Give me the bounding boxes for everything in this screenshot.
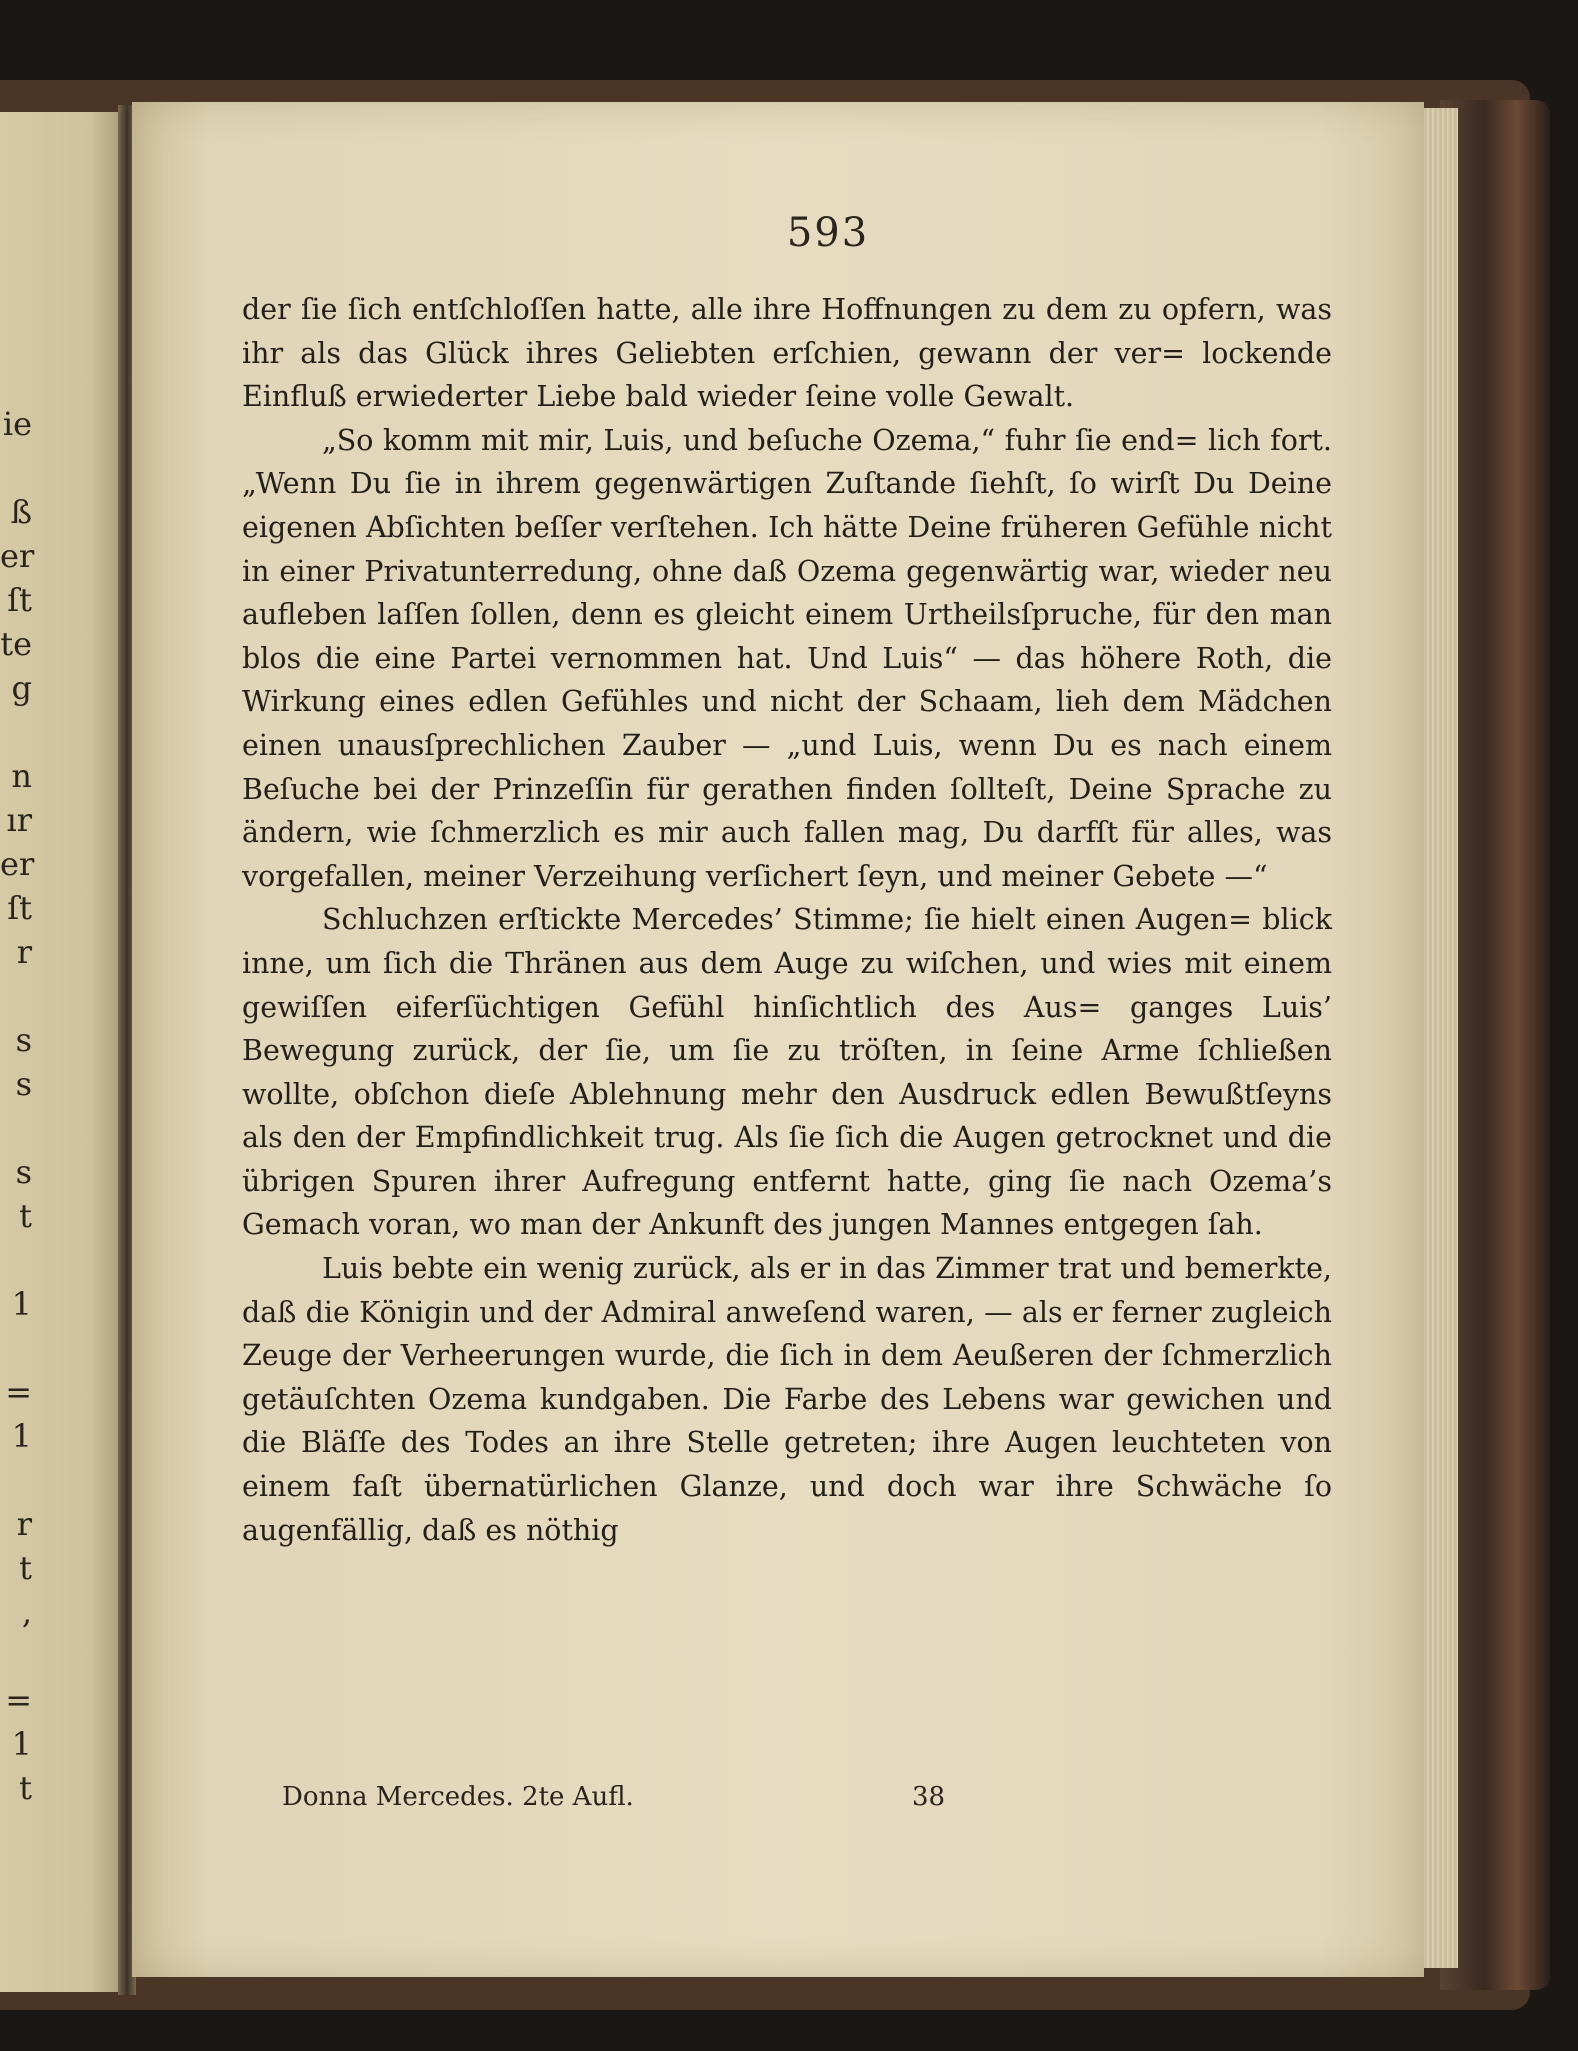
- paragraph: „So komm mit mir, Luis, und beſuche Ozema,“ fuhr ſie end= lich fort. „Wenn Du ſie in ihrem gegenwärtigen Zuſtande ſiehſt, ſo wirſt Du Deine eigenen Abſichten beſſer verſtehen. Ich hätte Deine früheren Gefühle nicht in einer Privatunterredung, ohne daß Ozema gegenwärtig war, wieder neu aufleben laſſen ſollen, denn es gleicht einem Urtheilsſpruche, für den man blos die eine Partei vernommen hat. Und Luis“ — das höhere Roth, die Wirkung eines edlen Gefühles und nicht der Schaam, lieh dem Mädchen einen unausſprechlichen Zauber — „und Luis, wenn Du es nach einem Beſuche bei der Prinzeſſin für gerathen finden ſollteſt, Deine Sprache zu ändern, wie ſchmerzlich es mir auch fallen mag, Du darfſt für alles, was vorgefallen, meiner Verzeihung verſichert ſeyn, und meiner Gebete —“: [242, 423, 1332, 893]
- left-fragment: t: [19, 1197, 32, 1235]
- left-fragment: n: [11, 757, 32, 795]
- footer-signature-number: 38: [912, 1782, 946, 1812]
- paragraph: der ſie ſich entſchloſſen hatte, alle ihre Hoffnungen zu dem zu opfern, was ihr als das Glück ihres Geliebten erſchien, gewann der ver= lockende Einfluß erwiederter Liebe bald wieder ſeine volle Gewalt.: [242, 293, 1332, 414]
- paragraph: Schluchzen erſtickte Mercedes’ Stimme; ſie hielt einen Augen= blick inne, um ſich die Thränen aus dem Auge zu wiſchen, und wies mit einem gewiſſen eiferſüchtigen Gefühl hinſichtlich des Aus= ganges Luis’ Bewegung zurück, der ſie, um ſie zu tröſten, in ſeine Arme ſchließen wollte, obſchon dieſe Ablehnung mehr den Ausdruck edlen Bewußtſeyns als den der Empfindlichkeit trug. Als ſie ſich die Augen getrocknet und die übrigen Spuren ihrer Aufregung entfernt hatte, ging ſie nach Ozema’s Gemach voran, wo man der Ankunft des jungen Mannes entgegen ſah.: [242, 903, 1332, 1242]
- left-fragment: 1: [11, 1285, 32, 1323]
- left-fragment: [0, 974, 40, 1018]
- page-number: 593: [786, 210, 870, 256]
- page-edges: [1418, 108, 1458, 1968]
- left-fragment: 1: [11, 1725, 32, 1763]
- left-fragment: s: [15, 1065, 32, 1103]
- left-page: [0, 112, 128, 1992]
- left-fragment: ie: [2, 405, 32, 443]
- left-fragment: ſt: [7, 889, 32, 927]
- left-fragment: 1: [11, 1417, 32, 1455]
- left-fragment: s: [15, 1021, 32, 1059]
- left-fragment: ır: [6, 801, 32, 839]
- left-fragment: [0, 1458, 40, 1502]
- left-fragment: [0, 1326, 40, 1370]
- footer-signature-title: Donna Mercedes. 2te Aufl.: [282, 1782, 634, 1812]
- page-body-text: [242, 288, 1332, 1552]
- left-fragment: t: [19, 1549, 32, 1587]
- left-fragment: [0, 1106, 40, 1150]
- left-fragment: [0, 710, 40, 754]
- left-fragment: r: [16, 933, 32, 971]
- left-fragment: er: [0, 537, 35, 575]
- left-fragment: ß: [10, 493, 32, 531]
- left-page-text-fragments: [0, 402, 40, 1810]
- left-fragment: r: [16, 1505, 32, 1543]
- right-page: [132, 102, 1424, 1977]
- left-fragment: er: [0, 845, 35, 883]
- left-fragment: g: [11, 669, 32, 707]
- left-fragment: =: [5, 1373, 32, 1411]
- left-fragment: s: [15, 1153, 32, 1191]
- left-fragment: ,: [21, 1593, 32, 1631]
- left-fragment: t: [19, 1769, 32, 1807]
- left-fragment: [0, 1634, 40, 1678]
- left-fragment: te: [0, 625, 32, 663]
- paragraph: Luis bebte ein wenig zurück, als er in das Zimmer trat und bemerkte, daß die Königin und der Admiral anweſend waren, — als er ferner zugleich Zeuge der Verheerungen wurde, die ſich in dem Aeußeren der ſchmerzlich getäuſchten Ozema kundgaben. Die Farbe des Lebens war gewichen und die Bläſſe des Todes an ihre Stelle getreten; ihre Augen leuchteten von einem faſt übernatürlichen Glanze, und doch war ihre Schwäche ſo augenfällig, daß es nöthig: [242, 1252, 1332, 1547]
- left-fragment: [0, 446, 40, 490]
- left-fragment: [0, 1238, 40, 1282]
- left-fragment: =: [5, 1681, 32, 1719]
- left-fragment: ſt: [7, 581, 32, 619]
